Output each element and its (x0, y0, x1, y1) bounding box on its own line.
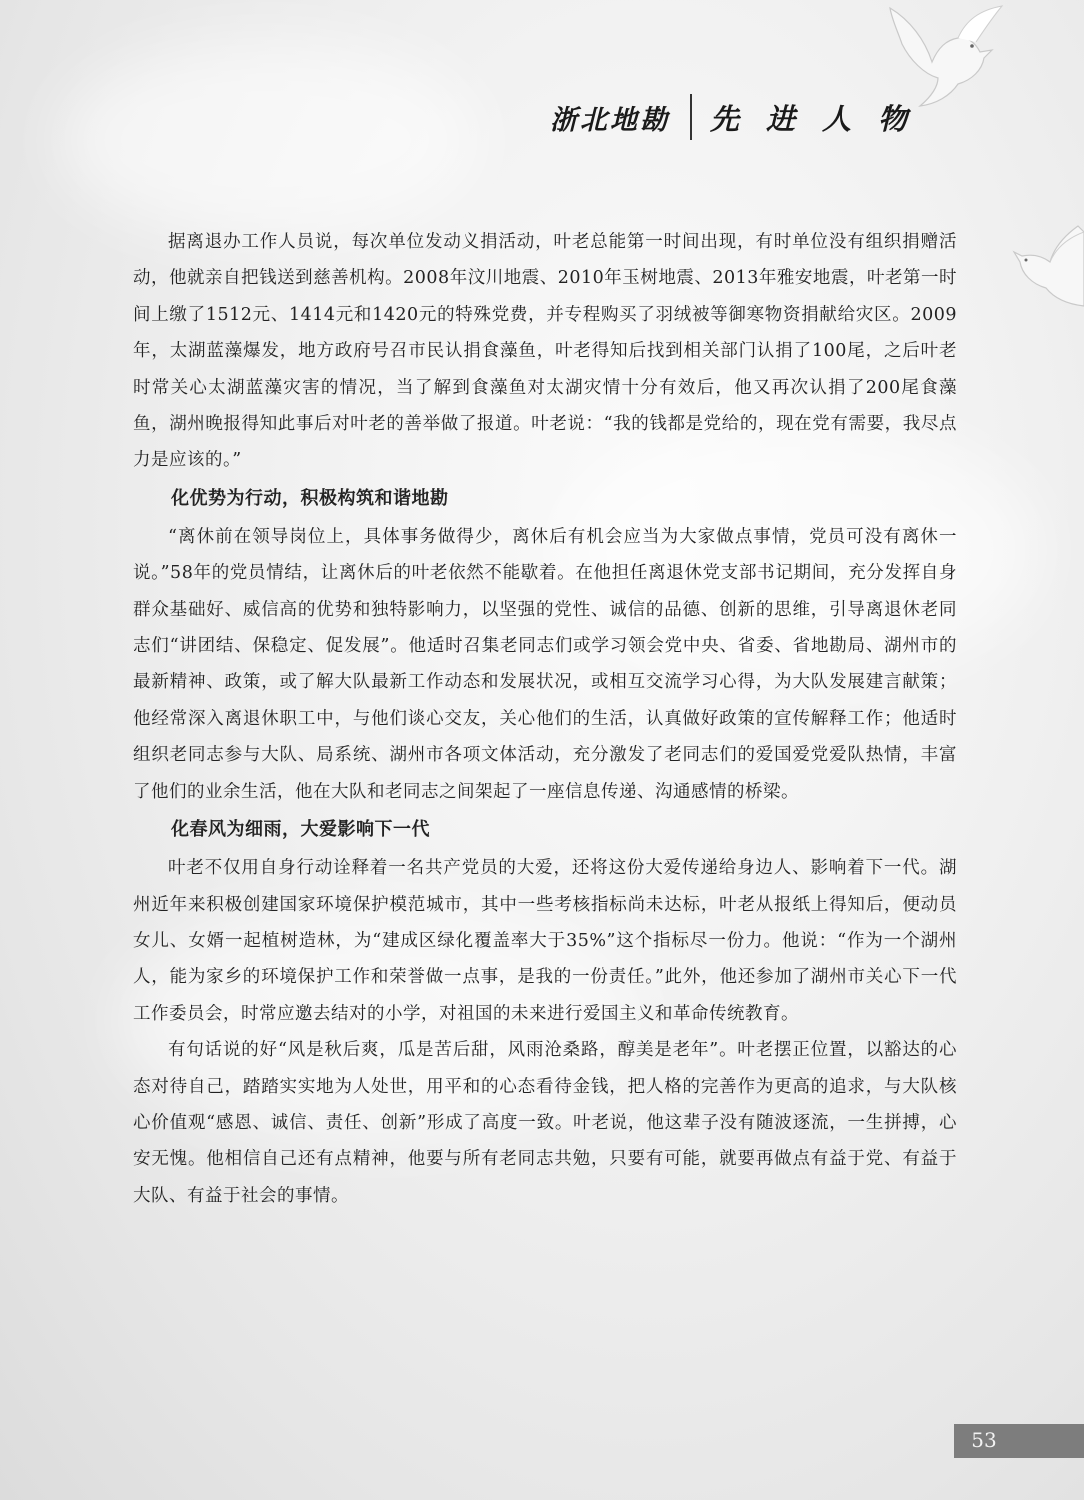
section-heading: 化优势为行动，积极构筑和谐地勘 (171, 487, 449, 509)
paragraph: 叶老不仅用自身行动诠释着一名共产党员的大爱，还将这份大爱传递给身边人、影响着下一代。湖州近年来积极创建国家环境保护模范城市，其中一些考核指标尚未达标，叶老从报纸上得知后，便动员女儿、女婿一起植树造林，为“建成区绿化覆盖率大于35%”这个指标尽一份力。他说：“作为一个湖州人，能为家乡的环境保护工作和荣誉做一点事，是我的一份责任。”此外，他还参加了湖州市关心下一代工作委员会，时常应邀去结对的小学，对祖国的未来进行爱国主义和革命传统教育。 (133, 858, 957, 1024)
section-heading: 化春风为细雨，大爱影响下一代 (171, 819, 430, 841)
page-number-box (954, 1424, 1084, 1458)
paragraph: “离休前在领导岗位上，具体事务做得少，离休后有机会应当为大家做点事情，党员可没有离休一说。”58年的党员情结，让离休后的叶老依然不能歇着。在他担任离退休党支部书记期间，充分发挥自身群众基础好、威信高的优势和独特影响力，以坚强的党性、诚信的品德、创新的思维，引导离退休老同志们“讲团结、保稳定、促发展”。他适时召集老同志们或学习领会党中央、省委、省地勘局、湖州市的最新精神、政策，或了解大队最新工作动态和发展状况，或相互交流学习心得，为大队发展建言献策；他经常深入离退休职工中，与他们谈心交友，关心他们的生活，认真做好政策的宣传解释工作；他适时组织老同志参与大队、局系统、湖州市各项文体活动，充分激发了老同志们的爱国爱党爱队热情，丰富了他们的业余生活，他在大队和老同志之间架起了一座信息传递、沟通感情的桥梁。 (133, 526, 957, 802)
header-divider (690, 94, 692, 140)
page-header (530, 92, 970, 142)
header-org: 浙北地勘 (550, 104, 670, 136)
page-number: 53 (971, 1428, 997, 1452)
paragraph: 有句话说的好“风是秋后爽，瓜是苦后甜，风雨沧桑路，醇美是老年”。叶老摆正位置，以豁达的心态对待自己，踏踏实实地为人处世，用平和的心态看待金钱，把人格的完善作为更高的追求，与大队核心价值观“感恩、诚信、责任、创新”形成了高度一致。叶老说，他这辈子没有随波逐流，一生拼搏，心安无愧。他相信自己还有点精神，他要与所有老同志共勉，只要有可能，就要再做点有益于党、有益于大队、有益于社会的事情。 (133, 1040, 957, 1206)
paragraph: 据离退办工作人员说，每次单位发动义捐活动，叶老总能第一时间出现，有时单位没有组织捐赠活动，他就亲自把钱送到慈善机构。2008年汶川地震、2010年玉树地震、2013年雅安地震，叶老第一时间上缴了1512元、1414元和1420元的特殊党费，并专程购买了羽绒被等御寒物资捐献给灾区。2009年，太湖蓝藻爆发，地方政府号召市民认捐食藻鱼，叶老得知后找到相关部门认捐了100尾，之后叶老时常关心太湖蓝藻灾害的情况，当了解到食藻鱼对太湖灾情十分有效后，他又再次认捐了200尾食藻鱼，湖州晚报得知此事后对叶老的善举做了报道。叶老说：“我的钱都是党给的，现在党有需要，我尽点力是应该的。” (133, 232, 957, 471)
article-body (133, 224, 957, 1214)
background-cloud (60, 40, 480, 240)
dove-icon (1012, 222, 1084, 310)
header-section: 先进人物 (710, 101, 935, 136)
